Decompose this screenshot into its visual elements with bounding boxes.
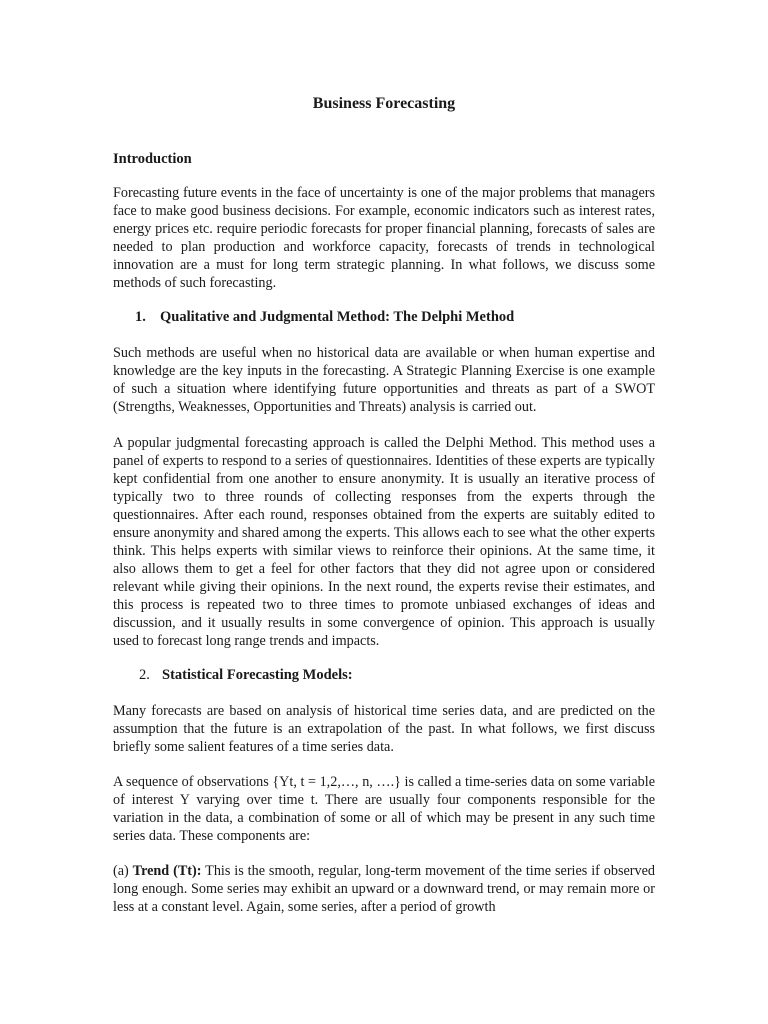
section-2-heading [113, 666, 655, 684]
trend-text: This is the smooth, regular, long-term movement of the time series if observed long enough. Some series may exhibit an upward or a downward trend, or may remain more or less at a constant level. Again, some series, after a period of growth [113, 863, 656, 915]
trend-paragraph [113, 862, 655, 916]
section-2-number: 2. [139, 667, 150, 683]
section-2-title: Statistical Forecasting Models: [162, 667, 353, 683]
section-2-paragraph-2: A sequence of observations {Yt, t = 1,2,…, n, ….} is called a time-series data on some variable of interest Y varying over time t. There are usually four components responsible for the variation in the data, a combination of some or all of which may be present in any such time series data. These components are: [113, 774, 655, 844]
trend-label: Trend (Tt): [132, 863, 202, 879]
section-1-heading [113, 308, 655, 326]
section-2-paragraph-1: Many forecasts are based on analysis of historical time series data, and are predicted on the assumption that the future is an extrapolation of the past. In what follows, we first discuss briefly some salient features of a time series data. [113, 703, 655, 755]
introduction-heading: Introduction [113, 151, 192, 167]
page-title: Business Forecasting [312, 95, 456, 112]
section-1-paragraph-2: A popular judgmental forecasting approach is called the Delphi Method. This method uses a panel of experts to respond to a series of questionnaires. Identities of these experts are typically kept confidential from one another to ensure anonymity. It is usually an iterative process of typically two to three rounds of collecting responses from the experts through the questionnaires. After each round, responses obtained from the experts are suitably edited to ensure anonymity and shared among the experts. This allows each to see what the other experts think. This helps experts with similar views to reinforce their opinions. At the same time, it also allows them to get a feel for other factors that they did not agree upon or considered relevant while giving their opinions. In the next round, the experts revise their estimates, and this process is repeated two to three times to promote unbiased exchanges of ideas and discussion, and it usually results in some convergence of opinion. This approach is usually used to forecast long range trends and impacts. [113, 435, 655, 649]
document-page [113, 94, 655, 916]
section-1-paragraph-1: Such methods are useful when no historical data are available or when human expertise and knowledge are the key inputs in the forecasting. A Strategic Planning Exercise is one example of such a situation where identifying future opportunities and threats as part of a SWOT (Strengths, Weaknesses, Opportunities and Threats) analysis is carried out. [113, 345, 655, 415]
introduction-paragraph: Forecasting future events in the face of uncertainty is one of the major problems that managers face to make good business decisions. For example, economic indicators such as interest rates, energy prices etc. require periodic forecasts for proper financial planning, forecasts of sales are needed to plan production and workforce capacity, forecasts of trends in technological innovation are a must for long term strategic planning. In what follows, we discuss some methods of such forecasting. [113, 185, 655, 291]
section-1-number: 1. [135, 309, 146, 325]
section-1-title: Qualitative and Judgmental Method: The Delphi Method [160, 309, 515, 325]
trend-prefix: (a) [113, 863, 129, 879]
